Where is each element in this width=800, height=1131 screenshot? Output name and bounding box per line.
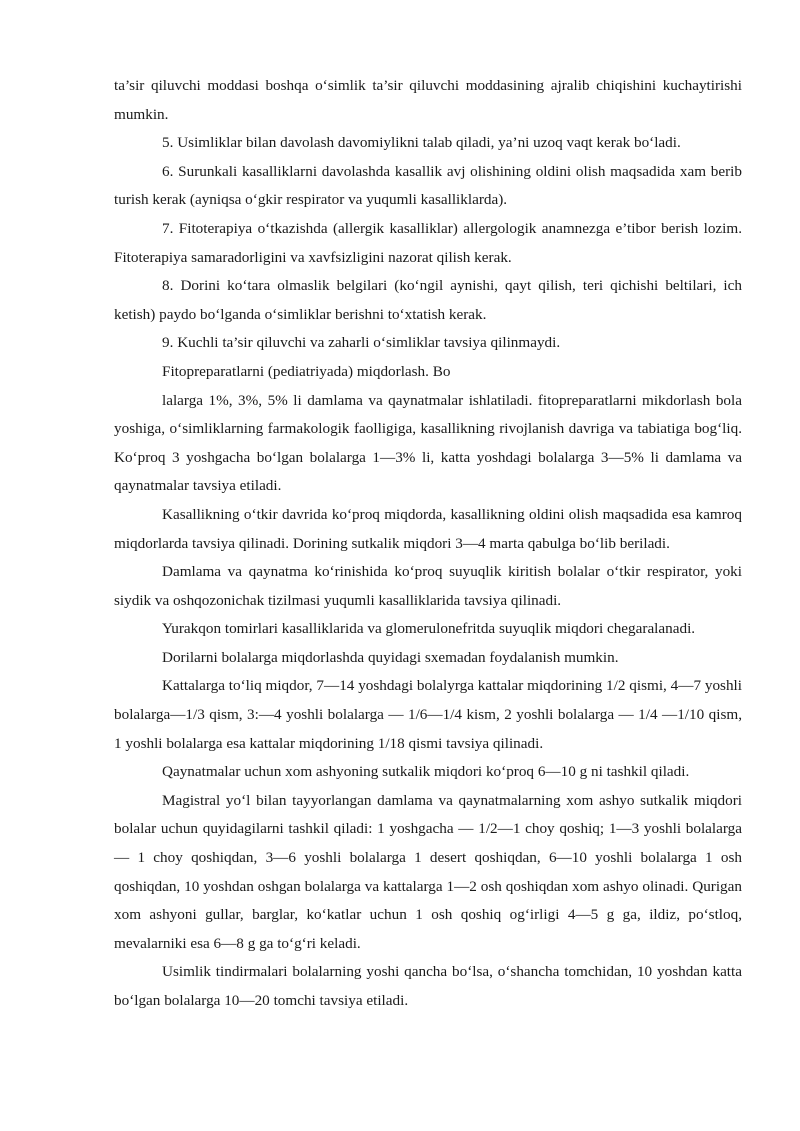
paragraph: ta’sir qiluvchi moddasi boshqa o‘simlik ta’sir qiluvchi moddasining ajralib chiqishini kuchaytirishi mumkin. <box>114 77 742 123</box>
paragraph: Qaynatmalar uchun xom ashyoning sutkalik miqdori ko‘proq 6—10 g ni tashkil qiladi. <box>162 763 690 781</box>
paragraph: 7. Fitoterapiya o‘tkazishda (allergik kasalliklar) allergologik anamnezga e’tibor berish lozim. Fitoterapiya samaradorligini va xavfsizligini nazorat qilish kerak. <box>114 219 742 266</box>
paragraph: Yurakqon tomirlari kasalliklarida va glomerulonefritda suyuqlik miqdori chegaralanadi. <box>162 620 696 638</box>
paragraph: 6. Surunkali kasalliklarni davolashda kasallik avj olishining oldini olish maqsadida xam berib turish kerak (ayniqsa o‘gkir respirator va yuqumli kasalliklarda). <box>114 162 742 209</box>
paragraph: Kasallikning o‘tkir davrida ko‘proq miqdorda, kasallikning oldini olish maqsadida esa kamroq miqdorlarda tavsiya qilinadi. Dorining sutkalik miqdori 3—4 marta qabulga bo‘lib beriladi. <box>114 505 742 552</box>
paragraph: lalarga 1%, 3%, 5% li damlama va qaynatmalar ishlatiladi. fitopreparatlarni mikdorlash bola yoshiga, o‘simliklarning farmakologik faolligiga, kasallikning rivojlanish davriga va tabiatiga bog‘liq. Ko‘proq 3 yoshgacha bo‘lgan bolalarga 1—3% li, katta yoshdagi bolalarga 3—5% li damlama va qaynatmalar tavsiya etiladi. <box>114 391 742 495</box>
paragraph: Dorilarni bolalarga miqdorlashda quyidagi sxemadan foydalanish mumkin. <box>162 648 619 666</box>
paragraph: 8. Dorini ko‘tara olmaslik belgilari (ko‘ngil aynishi, qayt qilish, teri qichishi beltilari, ich ketish) paydo bo‘lganda o‘simliklar berishni to‘xtatish kerak. <box>114 277 742 323</box>
paragraph: 5. Usimliklar bilan davolash davomiylikni talab qiladi, ya’ni uzoq vaqt kerak bo‘ladi. <box>162 134 681 152</box>
paragraph: Magistral yo‘l bilan tayyorlangan damlama va qaynatmalarning xom ashyo sutkalik miqdori bolalar uchun quyidagilarni tashkil qiladi: 1 yoshgacha — 1/2—1 choy qoshiq; 1—3 yoshli bolalarga— 1 choy qoshiqdan, 3—6 yoshli bolalarga 1 desert qoshiqdan, 6—10 yoshli bolalarga 1 osh qoshiqdan, 10 yoshdan oshgan bolalarga va kattalarga 1—2 osh qoshiqdan xom ashyo olinadi. Qurigan xom ashyoni gullar, barglar, ko‘katlar uchun 1 osh qoshiq og‘irligi 4—5 g ga, ildiz, po‘stloq, mevalarniki esa 6—8 g ga to‘g‘ri keladi. <box>114 791 742 952</box>
document-page <box>114 72 742 1016</box>
paragraph: 9. Kuchli ta’sir qiluvchi va zaharli o‘simliklar tavsiya qilinmaydi. <box>162 334 561 352</box>
paragraph: Damlama va qaynatma ko‘rinishida ko‘proq suyuqlik kiritish bolalar o‘tkir respirator, yoki siydik va oshqozonichak tizilmasi yuqumli kasalliklarida tavsiya qilinadi. <box>114 563 742 609</box>
paragraph: Usimlik tindirmalari bolalarning yoshi qancha bo‘lsa, o‘shancha tomchidan, 10 yoshdan katta bo‘lgan bolalarga 10—20 tomchi tavsiya etiladi. <box>114 963 742 1009</box>
paragraph: Kattalarga to‘liq miqdor, 7—14 yoshdagi bolalyrga kattalar miqdorining 1/2 qismi, 4—7 yoshli bolalarga—1/3 qism, 3:—4 yoshli bolalarga — 1/6—1/4 kism, 2 yoshli bolalarga — 1/4 —1/10 qism, 1 yoshli bolalarga esa kattalar miqdorining 1/18 qismi tavsiya qilinadi. <box>114 677 742 752</box>
section-heading: Fitopreparatlarni (pediatriyada) miqdorlash. Bo <box>162 362 451 380</box>
